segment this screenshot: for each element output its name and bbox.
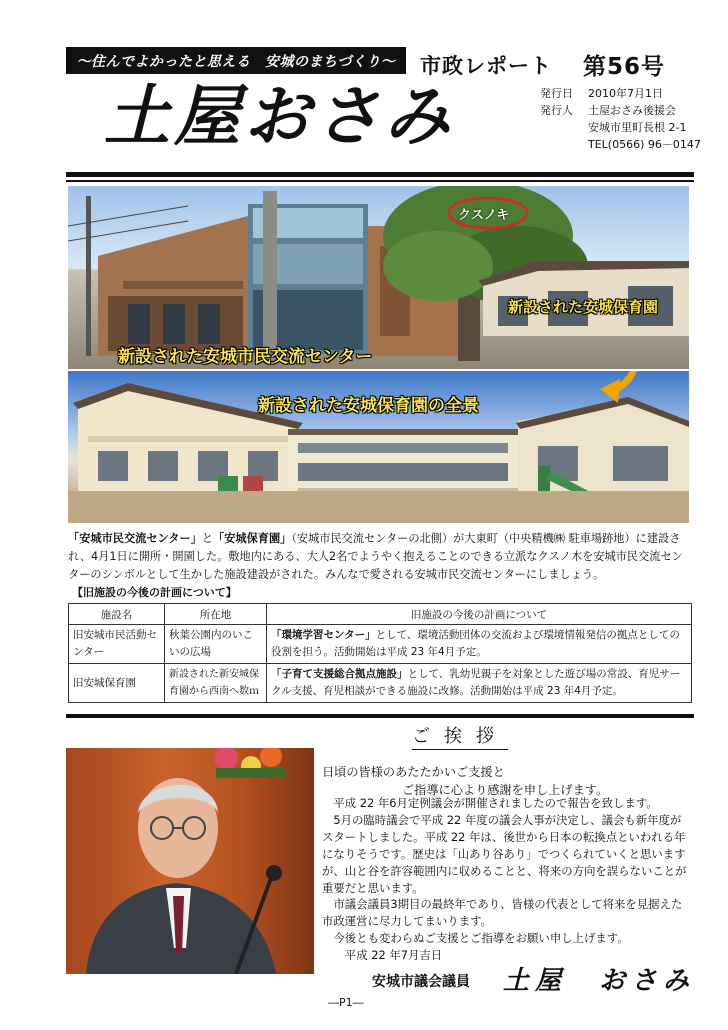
greeting-line-2: ご指導に心より感謝を申し上げます。 [402, 783, 609, 797]
page-number: ―P1― [328, 996, 364, 1009]
tree-label: クスノキ [458, 208, 510, 223]
report-title: 市政レポート [420, 54, 552, 78]
greeting-body [322, 795, 692, 964]
plan-table [68, 603, 692, 703]
publisher-tel: TEL(0566) 96－0147 [588, 138, 701, 151]
publication-info [540, 85, 701, 153]
caption-nursery-panorama: 新設された安城保育園の全景 [258, 396, 479, 416]
community-center-photo [68, 186, 689, 369]
intro-conjunction: と [201, 532, 214, 545]
intro-body: （安城市民交流センターの北側）が大東町（中央精機㈱ 駐車場跡地）に建設され、4月1日に開所・開園した。敷地内にある、大人2名でようやく抱えることのできる立派なクスノ木を安城市民交流センターのシンボルとして生かした施設建設がされた。みんなで愛される安城市民交流センターにしましょう。 [68, 532, 683, 581]
plan-highlight: 「子育て支援総合拠点施設」 [271, 668, 408, 680]
section-divider [66, 714, 694, 718]
signature-role: 安城市議会議員 [372, 974, 470, 990]
facility-cell: 旧安城市民活動センター [69, 625, 165, 664]
politician-name-title: 土屋おさみ [104, 77, 454, 155]
plan-cell [267, 664, 692, 703]
signature-name: 土屋 おさみ [503, 966, 696, 996]
plan-cell [267, 625, 692, 664]
issue-number: 第56号 [583, 54, 666, 80]
column-header: 所在地 [165, 604, 267, 625]
facility-name-nursery: 「安城保育園」 [213, 532, 292, 545]
table-row [69, 625, 692, 664]
plan-highlight: 「環境学習センター」 [271, 629, 376, 641]
greeting-paragraph: 5月の臨時議会で平成 22 年度の議会人事が決定し、議会も新年度がスタートしました。平成 22 年は、後世から日本の転換点といわれる年になりそうです。歴史は「山あり谷あり」でつくられていくと思いますが、山と谷を許容範囲内に収めることと、将来の方向を誤らないことが重要だと思います。 [322, 812, 687, 895]
greeting-line-1: 日頃の皆様のあたたかいご支援と [322, 765, 505, 779]
greeting-headline [322, 763, 608, 799]
portrait-photo [66, 748, 314, 974]
portrait-illustration [66, 748, 314, 974]
issue-date-label: 発行日 [540, 87, 573, 100]
facility-cell: 旧安城保育園 [69, 664, 165, 703]
publisher-address: 安城市里町長根 2-1 [588, 121, 687, 134]
header-divider-thick [66, 172, 694, 177]
greeting-date: 平成 22 年7月吉日 [344, 948, 443, 963]
header-divider-thin [66, 180, 694, 182]
publisher-label: 発行人 [540, 104, 573, 117]
facility-name-center: 「安城市民交流センター」 [68, 532, 202, 545]
plan-text: として、環境活動団体の交流および環境情報発信の拠点としての役割を担う。活動開始は平成 23 年4月予定。 [271, 629, 680, 658]
plan-text: として、乳幼児親子を対象とした遊び場の常設、育児サークル支援、育児相談ができる施設に改修。活動開始は平成 23 年4月予定。 [271, 668, 681, 697]
greeting-paragraph: 今後とも変わらぬご支援とご指導をお願い申し上げます。 [333, 931, 629, 946]
caption-nursery: 新設された安城保育園 [508, 298, 659, 316]
issue-date: 2010年7月1日 [588, 87, 663, 100]
plan-table-title: 【旧施設の今後の計画について】 [72, 586, 237, 599]
slogan-banner: ～住んでよかったと思える 安城のまちづくり～ [66, 47, 406, 74]
greeting-paragraph: 市議会議員3期目の最終年であり、皆様の代表として将来を見据えた市政運営に尽力してまいります。 [322, 897, 683, 929]
caption-community-center: 新設された安城市民交流センター [118, 347, 373, 367]
nursery-panorama-photo [68, 371, 689, 523]
table-header-row [69, 604, 692, 625]
arrow-icon [588, 371, 648, 411]
greeting-paragraph: 平成 22 年6月定例議会が開催されましたので報告を致します。 [333, 796, 658, 810]
table-row [69, 664, 692, 703]
publisher: 土屋おさみ後援会 [588, 104, 676, 117]
greeting-title: ご挨拶 [412, 722, 508, 750]
intro-paragraph [68, 530, 692, 584]
column-header: 旧施設の今後の計画について [267, 604, 692, 625]
column-header: 施設名 [69, 604, 165, 625]
location-cell: 新設された新安城保育園から西南へ数ｍ [165, 664, 267, 703]
location-cell: 秋葉公園内のいこいの広場 [165, 625, 267, 664]
